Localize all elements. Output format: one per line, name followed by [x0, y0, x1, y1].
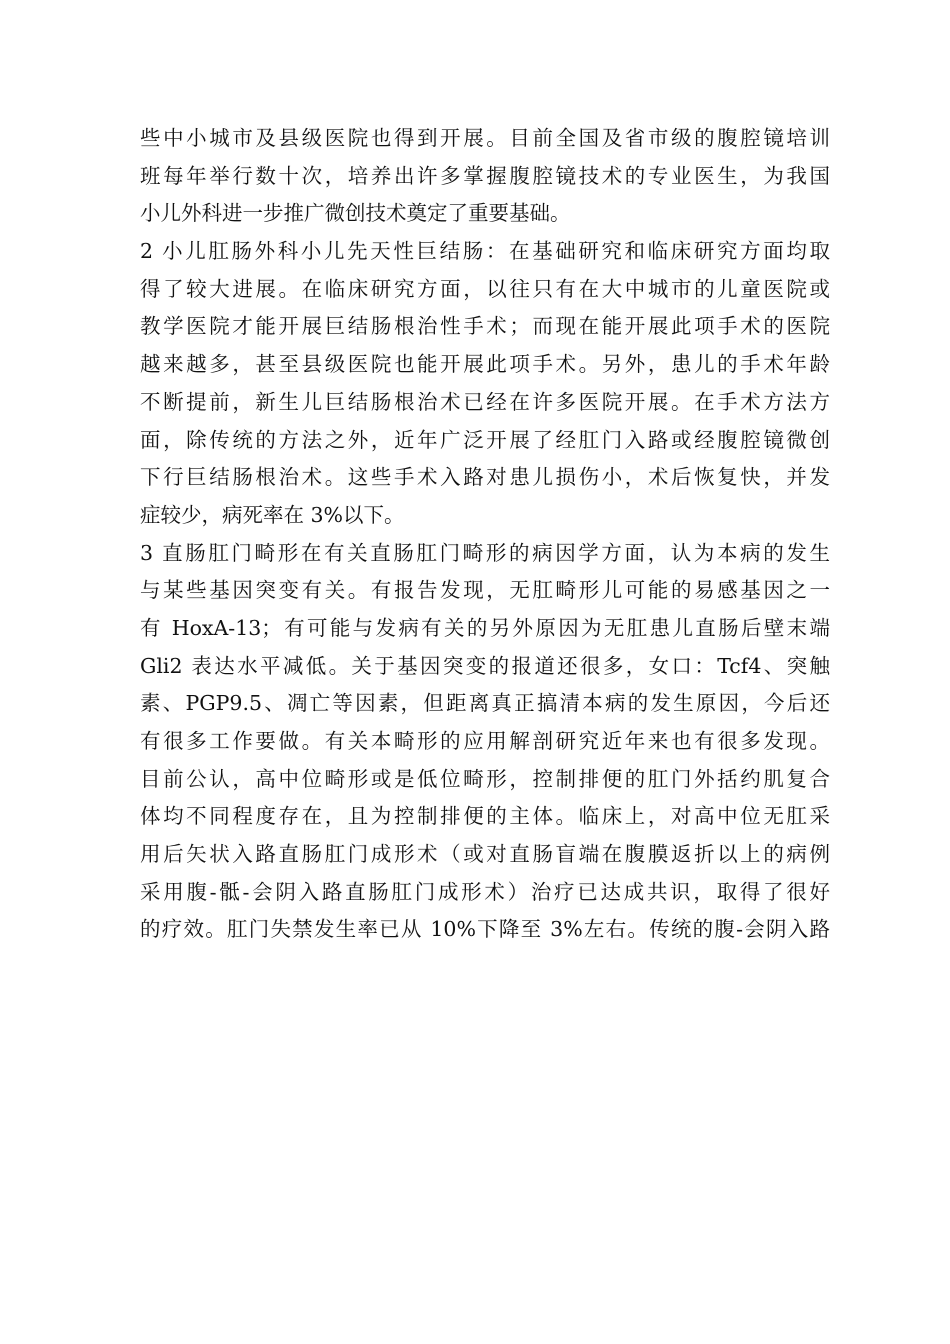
body-text: [140, 120, 830, 949]
text-line: 小儿外科进一步推广微创技术奠定了重要基础。: [140, 201, 571, 226]
text-line: 与某些基因突变有关。有报告发现，无肛畸形儿可能的易感基因之一: [140, 578, 830, 603]
text-line: 2 小儿肛肠外科小儿先天性巨结肠：在基础研究和临床研究方面均取: [140, 239, 830, 264]
text-line: 素、PGP9.5、凋亡等因素，但距离真正搞清本病的发生原因，今后还: [140, 691, 830, 716]
text-line: 采用腹-骶-会阴入路直肠肛门成形术）治疗已达成共识，取得了很好: [140, 879, 830, 904]
text-line: 教学医院才能开展巨结肠根治性手术；而现在能开展此项手术的医院: [140, 314, 830, 339]
text-line: 目前公认，高中位畸形或是低位畸形，控制排便的肛门外括约肌复合: [140, 766, 830, 791]
text-line: 班每年举行数十次，培养出许多掌握腹腔镜技术的专业医生，为我国: [140, 163, 830, 188]
text-line: 下行巨结肠根治术。这些手术入路对患儿损伤小，术后恢复快，并发: [140, 465, 830, 490]
text-line: 症较少，病死率在 3%以下。: [140, 502, 405, 527]
text-line: 3 直肠肛门畸形在有关直肠肛门畸形的病因学方面，认为本病的发生: [140, 540, 830, 565]
text-line: 越来越多，甚至县级医院也能开展此项手术。另外，患儿的手术年龄: [140, 352, 830, 377]
text-line: 些中小城市及县级医院也得到开展。目前全国及省市级的腹腔镜培训: [140, 126, 830, 150]
text-line: 面，除传统的方法之外，近年广泛开展了经肛门入路或经腹腔镜微创: [140, 427, 830, 452]
text-line: 体均不同程度存在，且为控制排便的主体。临床上，对高中位无肛采: [140, 804, 830, 829]
text-line: 有很多工作要做。有关本畸形的应用解剖研究近年来也有很多发现。: [140, 729, 830, 753]
text-line: Gli2 表达水平减低。关于基因突变的报道还很多，女口：Tcf4、突触: [140, 653, 830, 678]
text-line: 用后矢状入路直肠肛门成形术（或对直肠盲端在腹膜返折以上的病例: [140, 842, 830, 867]
text-line: 不断提前，新生儿巨结肠根治术已经在许多医院开展。在手术方法方: [140, 389, 830, 414]
text-line: 有 HoxA-13；有可能与发病有关的另外原因为无肛患儿直肠后壁末端: [140, 615, 830, 640]
text-line: 得了较大进展。在临床研究方面，以往只有在大中城市的儿童医院或: [140, 276, 830, 301]
text-line: 的疗效。肛门失禁发生率已从 10%下降至 3%左右。传统的腹-会阴入路: [140, 917, 830, 942]
